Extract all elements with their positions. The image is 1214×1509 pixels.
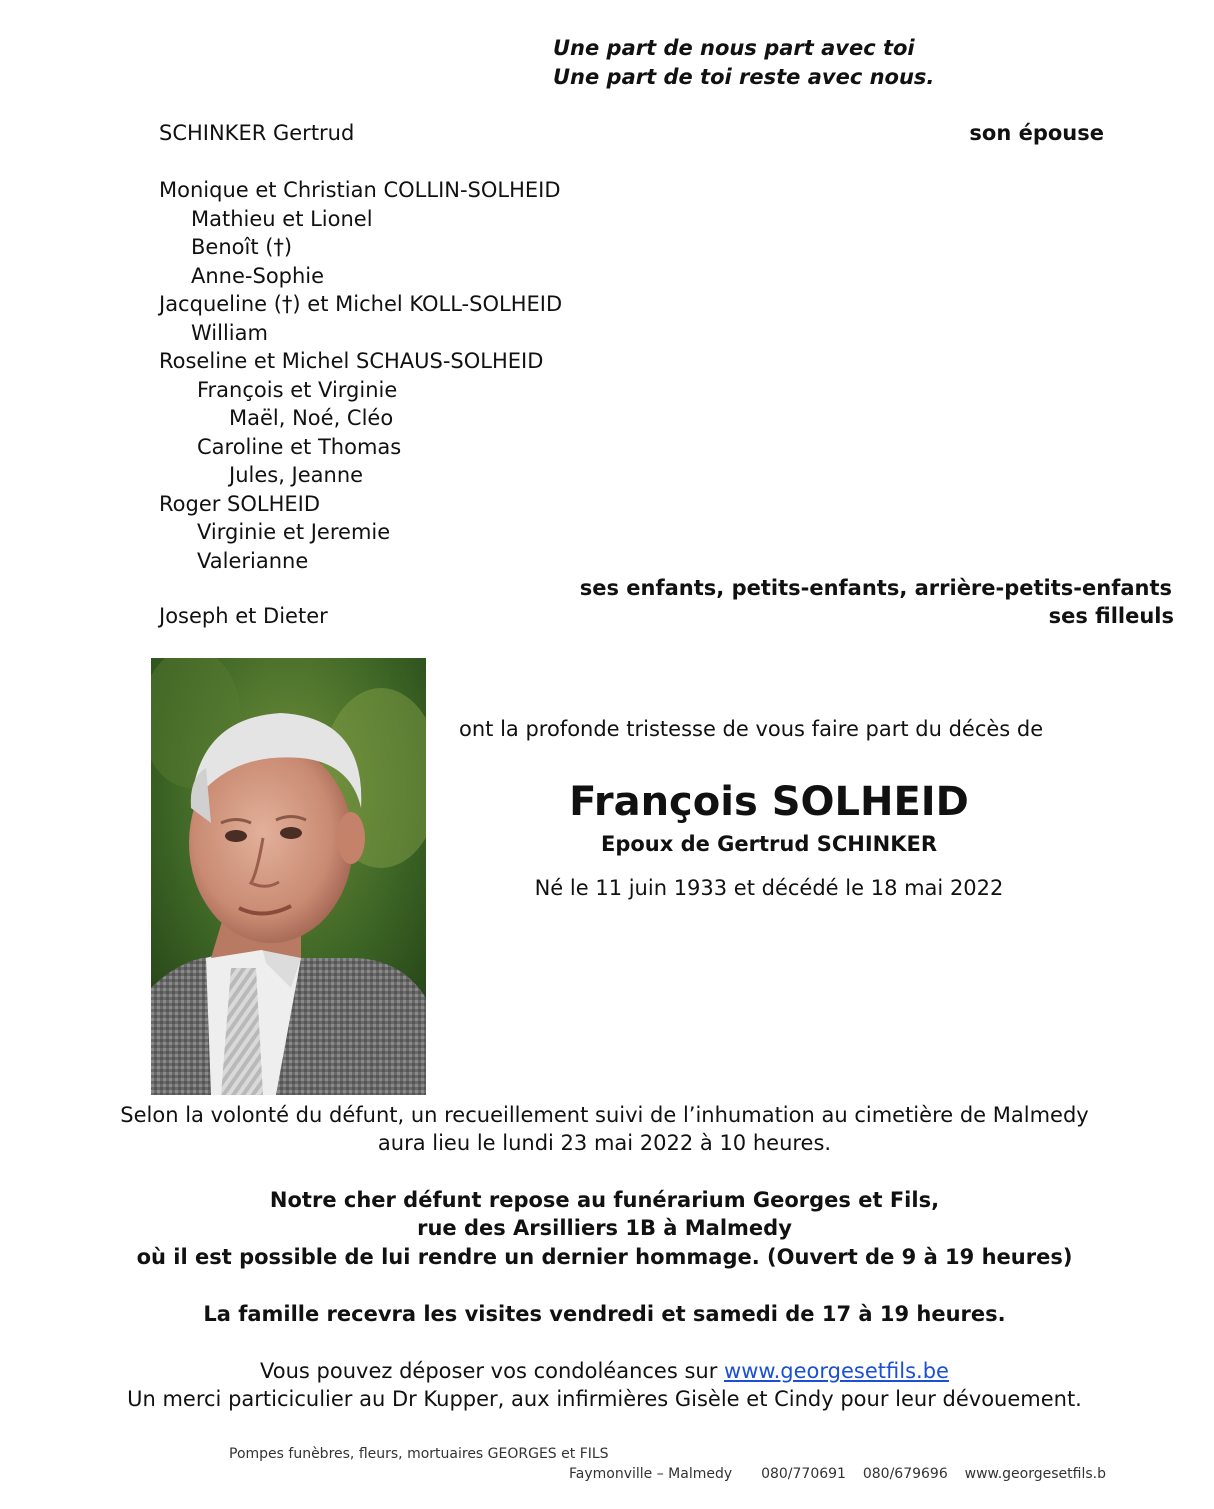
announcement-text: ont la profonde tristesse de vous faire part du décès de bbox=[459, 717, 1044, 741]
family-line: Monique et Christian COLLIN-SOLHEID bbox=[159, 178, 561, 202]
quote-line-1: Une part de nous part avec toi bbox=[553, 36, 915, 60]
family-line: Jacqueline (†) et Michel KOLL-SOLHEID bbox=[159, 292, 563, 316]
family-line: Virginie et Jeremie bbox=[197, 520, 391, 544]
godchildren-relation: ses filleuls bbox=[1048, 604, 1174, 628]
condolences-prefix: Vous pouvez déposer vos condoléances sur bbox=[260, 1359, 725, 1383]
family-line: Anne-Sophie bbox=[191, 263, 325, 288]
footer-phone-2: 080/679696 bbox=[862, 1466, 948, 1482]
condolences-link[interactable]: www.georgesetfils.be bbox=[724, 1359, 949, 1383]
family-line: Valerianne bbox=[197, 548, 309, 573]
portrait-illustration bbox=[151, 658, 426, 1095]
portrait-photo bbox=[151, 658, 426, 1095]
family-line: Maël, Noé, Cléo bbox=[229, 406, 394, 430]
footer-phone-1: 080/770691 bbox=[761, 1466, 846, 1482]
funerarium-line-2: rue des Arsilliers 1B à Malmedy bbox=[417, 1216, 792, 1240]
family-line: Jules, Jeanne bbox=[229, 463, 364, 487]
funerarium-line-3: où il est possible de lui rendre un dernier hommage. (Ouvert de 9 à 19 heures) bbox=[136, 1245, 1073, 1269]
family-list bbox=[159, 176, 562, 575]
family-line: Roger SOLHEID bbox=[159, 491, 321, 516]
family-line: Benoît (†) bbox=[191, 235, 293, 259]
footer-contact bbox=[569, 1466, 1106, 1482]
quote bbox=[553, 34, 934, 92]
footer-company: Pompes funèbres, fleurs, mortuaires GEORGES et FILS bbox=[229, 1446, 609, 1462]
family-line: Roseline et Michel SCHAUS-SOLHEID bbox=[159, 349, 544, 373]
condolences-line bbox=[0, 1357, 1209, 1386]
family-line: François et Virginie bbox=[197, 377, 398, 402]
visits-text: La famille recevra les visites vendredi et samedi de 17 à 19 heures. bbox=[203, 1302, 1006, 1326]
spouse-relation: son épouse bbox=[969, 121, 1104, 145]
ceremony-line-2: aura lieu le lundi 23 mai 2022 à 10 heures. bbox=[377, 1131, 832, 1155]
family-line: William bbox=[191, 320, 268, 345]
family-line: Mathieu et Lionel bbox=[191, 206, 373, 231]
footer-location: Faymonville – Malmedy bbox=[569, 1466, 733, 1482]
godchildren-names: Joseph et Dieter bbox=[159, 604, 328, 628]
thanks-text: Un merci particiculier au Dr Kupper, aux infirmières Gisèle et Cindy pour leur dévouement. bbox=[127, 1387, 1082, 1411]
footer-website: www.georgesetfils.b bbox=[964, 1466, 1106, 1482]
quote-line-2: Une part de toi reste avec nous. bbox=[553, 65, 935, 89]
children-relation: ses enfants, petits-enfants, arrière-petits-enfants bbox=[579, 576, 1172, 600]
deceased-name: François SOLHEID bbox=[569, 779, 969, 825]
family-line: Caroline et Thomas bbox=[197, 434, 402, 459]
ceremony-line-1: Selon la volonté du défunt, un recueillement suivi de l’inhumation au cimetière de Malmedy bbox=[120, 1103, 1089, 1127]
funerarium-line-1: Notre cher défunt repose au funérarium Georges et Fils, bbox=[269, 1188, 940, 1212]
deceased-dates: Né le 11 juin 1933 et décédé le 18 mai 2022 bbox=[534, 876, 1004, 900]
spouse-name: SCHINKER Gertrud bbox=[159, 121, 355, 145]
deceased-subtitle: Epoux de Gertrud SCHINKER bbox=[600, 832, 937, 856]
